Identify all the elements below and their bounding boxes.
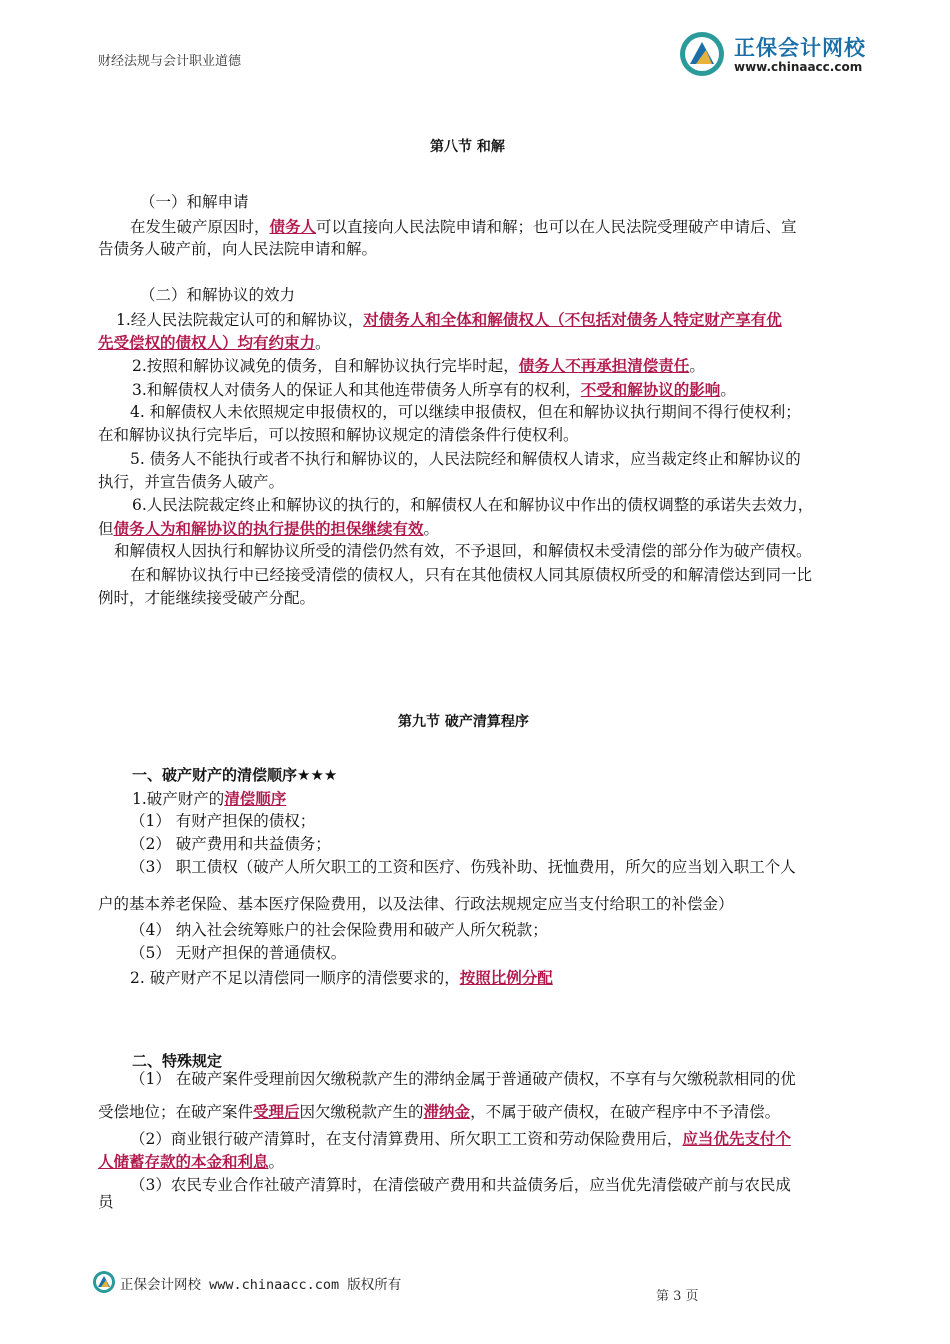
brand-logo xyxy=(678,30,878,80)
highlight-item6: 债务人为和解协议的执行提供的担保继续有效 xyxy=(113,519,424,538)
special-3-line1: （3）农民专业合作社破产清算时，在清偿破产费用和共益债务后，应当优先清偿破产前与农民成 xyxy=(130,1176,791,1194)
special-1-line2: 受偿地位；在破产案件受理后因欠缴税款产生的滞纳金，不属于破产债权，在破产程序中不予清偿。 xyxy=(98,1102,781,1121)
footer-logo-icon xyxy=(92,1270,116,1294)
para8-line2: 例时，才能继续接受破产分配。 xyxy=(98,589,316,607)
heading-special: 二、特殊规定 xyxy=(132,1052,223,1070)
special-1-cut: （1） 在破产案件受理前因欠缴税款产生的滞纳金属于普通破产债权，不享有与欠缴税款相同的优 xyxy=(130,1070,796,1088)
logo-url: www.chinaacc.com xyxy=(734,60,863,74)
item4-line2: 在和解协议执行完毕后，可以按照和解协议规定的清偿条件行使权利。 xyxy=(98,426,579,444)
order-5: （5） 无财产担保的普通债权。 xyxy=(130,944,347,962)
highlight-after-acceptance: 受理后 xyxy=(253,1102,300,1121)
highlight-debtor: 债务人 xyxy=(269,217,317,236)
item6-line1: 6.人民法院裁定终止和解协议的执行的，和解债权人在和解协议中作出的债权调整的承诺失去效力， xyxy=(132,496,814,514)
item6-line2: 但债务人为和解协议的执行提供的担保继续有效。 xyxy=(98,519,440,538)
logo-name: 正保会计网校 xyxy=(734,36,866,60)
footer-page-number: 第 3 页 xyxy=(656,1289,699,1304)
highlight-item1a: 对债务人和全体和解债权人（不包括对债务人特定财产享有优 xyxy=(363,310,782,329)
footer-copyright: 正保会计网校 www.chinaacc.com 版权所有 xyxy=(120,1277,402,1293)
highlight-order: 清偿顺序 xyxy=(224,789,287,808)
section8-title: 第八节 和解 xyxy=(430,139,505,155)
order-label: 1.破产财产的清偿顺序 xyxy=(132,789,287,808)
sub1-title: （一）和解申请 xyxy=(140,193,249,211)
section9-title: 第九节 破产清算程序 xyxy=(398,714,529,730)
sub1-para-line1: 在发生破产原因时，债务人可以直接向人民法院申请和解；也可以在人民法院受理破产申请后、宣 xyxy=(130,217,797,236)
highlight-late-fee: 滞纳金 xyxy=(423,1102,471,1121)
item4-line1: 4. 和解债权人未依照规定申报债权的，可以继续申报债权，但在和解协议执行期间不得行使权利； xyxy=(130,403,801,421)
special-2-line2: 人储蓄存款的本金和利息。 xyxy=(98,1152,285,1171)
para7: 和解债权人因执行和解协议所受的清偿仍然有效，不予退回，和解债权未受清偿的部分作为破产债权。 xyxy=(114,542,812,560)
para8-line1: 在和解协议执行中已经接受清偿的债权人，只有在其他债权人同其原债权所受的和解清偿达到同一比 xyxy=(130,566,813,584)
order-2: （2） 破产费用和共益债务； xyxy=(130,835,331,853)
order-4: （4） 纳入社会统筹账户的社会保险费用和破产人所欠税款； xyxy=(130,921,548,939)
item5-line1: 5. 债务人不能执行或者不执行和解协议的，人民法院经和解债权人请求，应当裁定终止和解协议的 xyxy=(130,450,801,468)
order-3-cut: 户的基本养老保险、基本医疗保险费用，以及法律、行政法规规定应当支付给职工的补偿金） xyxy=(98,895,734,913)
order-1: （1） 有财产担保的债权； xyxy=(130,812,316,830)
item1-line1: 1.经人民法院裁定认可的和解协议，对债务人和全体和解债权人（不包括对债务人特定财产享有优 xyxy=(116,310,782,329)
highlight-item3: 不受和解协议的影响 xyxy=(580,380,721,399)
item3: 3.和解债权人对债务人的保证人和其他连带债务人所享有的权利，不受和解协议的影响。 xyxy=(132,380,736,399)
item2: 2.按照和解协议减免的债务，自和解协议执行完毕时起，债务人不再承担清偿责任。 xyxy=(132,356,705,375)
sub1-para-line2: 告债务人破产前，向人民法院申请和解。 xyxy=(98,240,378,258)
highlight-item1b: 先受偿权的债权人）均有约束力 xyxy=(98,333,316,352)
heading-clearing-order: 一、破产财产的清偿顺序★★★ xyxy=(132,766,338,784)
sub2-title: （二）和解协议的效力 xyxy=(140,286,296,304)
highlight-priority-a: 应当优先支付个 xyxy=(682,1129,791,1148)
special-2-line1: （2）商业银行破产清算时，在支付清算费用、所欠职工工资和劳动保险费用后，应当优先支付个 xyxy=(130,1129,791,1148)
logo-emblem-icon xyxy=(678,30,726,78)
special-3-line2: 员 xyxy=(98,1193,114,1211)
highlight-item2: 债务人不再承担清偿责任 xyxy=(518,356,690,375)
item5-line2: 执行，并宣告债务人破产。 xyxy=(98,473,285,491)
header-cut-label: 财经法规与会计职业道德 xyxy=(98,54,242,69)
item1-line2: 先受偿权的债权人）均有约束力。 xyxy=(98,333,331,352)
order-3: （3） 职工债权（破产人所欠职工的工资和医疗、伤残补助、抚恤费用，所欠的应当划入职工个人 xyxy=(130,858,796,876)
highlight-priority-b: 人储蓄存款的本金和利息 xyxy=(98,1152,269,1171)
order-6-cut: 2. 破产财产不足以清偿同一顺序的清偿要求的，按照比例分配 xyxy=(130,968,553,987)
header-cut-text xyxy=(98,54,242,69)
